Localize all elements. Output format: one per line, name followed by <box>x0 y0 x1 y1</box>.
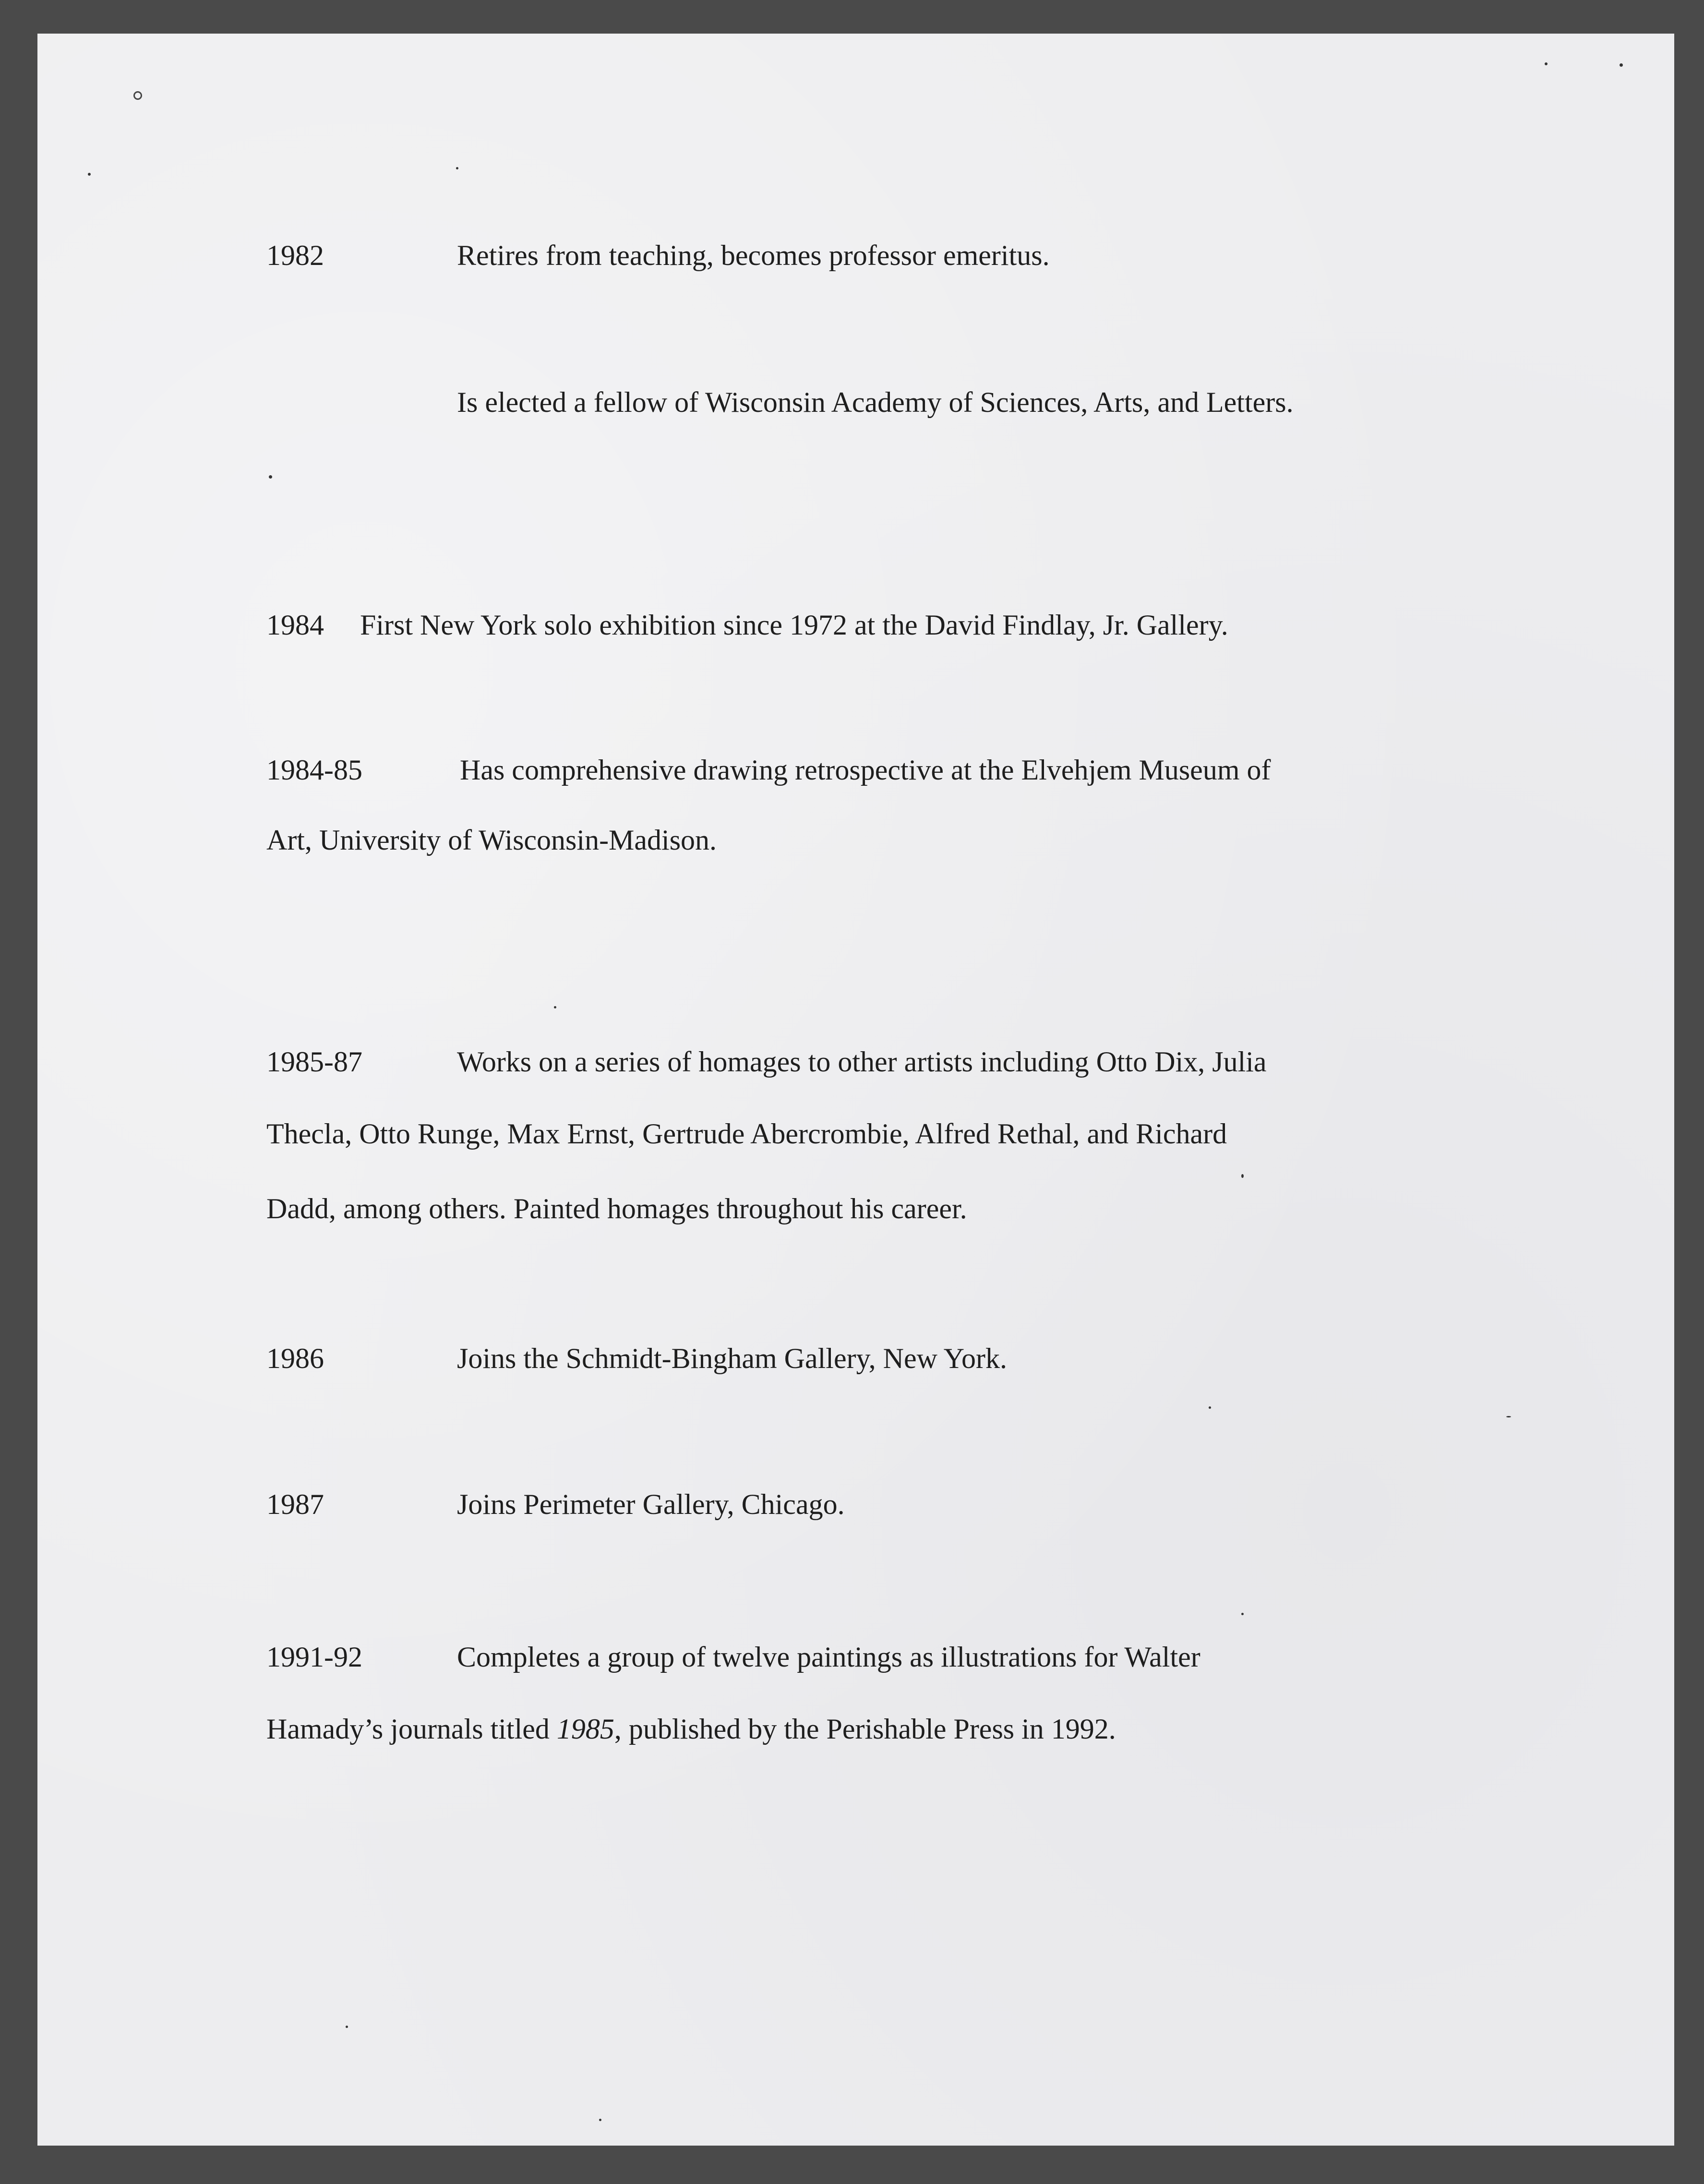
entry-text: Completes a group of twelve paintings as illustrations for Walter <box>457 1641 1200 1673</box>
entry-year: 1986 <box>266 1343 324 1374</box>
scan-speck <box>133 91 142 100</box>
scan-speck <box>1209 1406 1211 1409</box>
entry-year: 1984-85 <box>266 754 362 786</box>
scan-speck <box>554 1006 556 1008</box>
entry-year: 1984 <box>266 609 324 641</box>
scan-speck <box>1545 62 1548 65</box>
scan-speck <box>1620 63 1623 67</box>
entry-text: Has comprehensive drawing retrospective at the Elvehjem Museum of <box>460 754 1271 786</box>
entry-year: 1987 <box>266 1488 324 1520</box>
entry-text: Works on a series of homages to other artists including Otto Dix, Julia <box>457 1046 1267 1078</box>
scan-speck <box>599 2119 601 2121</box>
entry-text-segment: Hamady’s journals titled <box>266 1713 557 1745</box>
entry-year: 1991-92 <box>266 1641 362 1673</box>
entry-text-segment: , published by the Perishable Press in 1992. <box>614 1713 1116 1745</box>
scan-speck <box>269 475 272 479</box>
entry-text-continuation: Art, University of Wisconsin-Madison. <box>266 824 717 856</box>
entry-text: Joins the Schmidt-Bingham Gallery, New York. <box>457 1343 1008 1374</box>
scan-speck <box>456 167 458 169</box>
scan-speck <box>346 2026 348 2028</box>
scan-speck <box>88 173 91 176</box>
entry-text: Is elected a fellow of Wisconsin Academy of Sciences, Arts, and Letters. <box>457 386 1294 418</box>
scan-speck <box>1241 1174 1244 1178</box>
entry-text: First New York solo exhibition since 1972 at the David Findlay, Jr. Gallery. <box>360 609 1228 641</box>
entry-text-continuation: Dadd, among others. Painted homages throughout his career. <box>266 1193 967 1224</box>
entry-text-continuation: Thecla, Otto Runge, Max Ernst, Gertrude Abercrombie, Alfred Rethal, and Richard <box>266 1118 1227 1150</box>
entry-year: 1982 <box>266 240 324 271</box>
entry-text-continuation <box>266 1715 1116 1743</box>
document-page <box>37 34 1674 2146</box>
scan-speck <box>1506 1416 1511 1417</box>
book-title-italic: 1985 <box>556 1713 614 1745</box>
entry-text: Retires from teaching, becomes professor emeritus. <box>457 240 1050 271</box>
scan-speck <box>1241 1613 1244 1615</box>
entry-year: 1985-87 <box>266 1046 362 1078</box>
entry-text: Joins Perimeter Gallery, Chicago. <box>457 1488 845 1520</box>
